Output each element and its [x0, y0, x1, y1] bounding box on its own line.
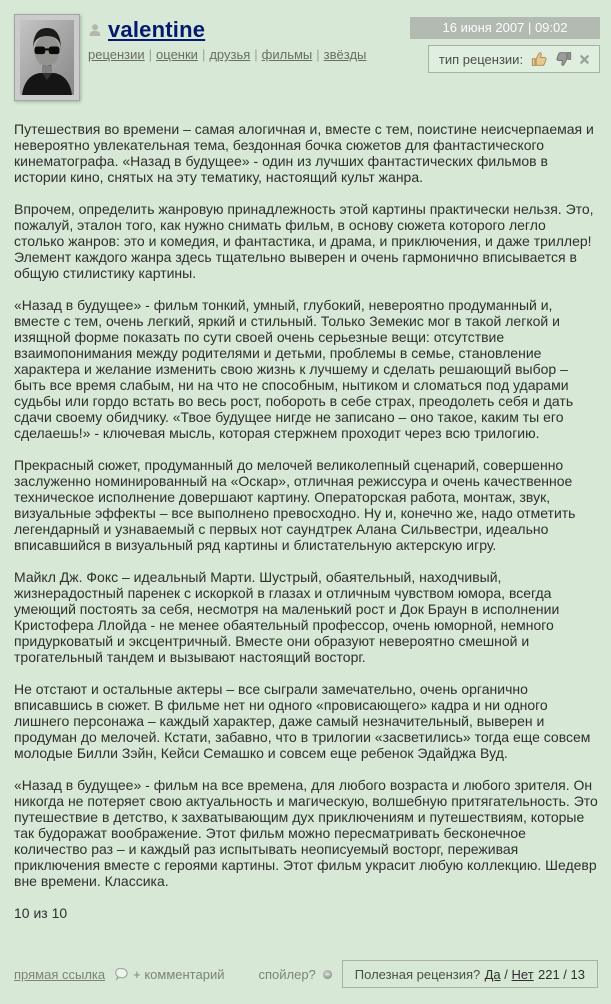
- review-paragraph: «Назад в будущее» - фильм тонкий, умный, глубокий, невероятно продуманный и, вместе с тем, очень легкий, яркий и стильный. Только Земекис мог в такой легкой и изящной форме показать по сути своей очень серьезные вещи: отсутствие взаимопонимания между родителями и детьми, проблемы в семье, становление характера и желание изменить свою жизнь к лучшему и сделать решающий выбор – быть все время слабым, ни на что не способным, нытиком и сломаться под ударами судьбы или гордо встать во весь рост, побороть в себе страх, преодолеть себя и дать сдачи своему обидчику. «Твое будущее нигде не записано – оно такое, каким ты его сделаешь!» - ключевая мысль, которая стержнем проходит через всю трилогию.: [14, 297, 574, 441]
- avatar-photo: [20, 20, 74, 95]
- rating: 10 из 10: [14, 905, 68, 921]
- direct-link[interactable]: прямая ссылка: [14, 966, 106, 982]
- nav-friends-link[interactable]: друзья: [209, 47, 251, 62]
- review-footer: [14, 960, 598, 988]
- review-type-filter: [428, 45, 600, 73]
- review-paragraph: Путешествия во времени – самая алогичная и, вместе с тем, поистине неисчерпаемая и невероятно увлекательная тема, бездонная бочка сюжетов для фантастического кинематографа. «Назад в будущее» - один из лучших фантастических фильмов в истории кино, снятых на эту тематику, настоящий культ жанра.: [14, 121, 594, 185]
- review-paragraph: Не отстают и остальные актеры – все сыграли замечательно, очень органично вписавшись в сюжет. В фильме нет ни одного «провисающего» кадра и ни одного лишнего персонажа – каждый характер, даже самый незначительный, выверен и продуман до мелочей. Кстати, забавно, что в трилогии «засветились» тогда еще совсем молодые Билли Зэйн, Кейси Семашко и совсем еще ребенок Эдайджа Вуд.: [14, 681, 591, 761]
- vote-links: [485, 967, 534, 982]
- nav-ratings-link[interactable]: оценки: [156, 47, 198, 62]
- nav-separator: |: [316, 47, 320, 62]
- review-paragraph: Майкл Дж. Фокс – идеальный Марти. Шустрый, обаятельный, находчивый, жизнерадостный паренек с искоркой в глазах и отличным чувством юмора, всегда умеющий постоять за себя, несмотря на маленький рост и Док Браун в исполнении Кристофера Ллойда - не менее обаятельный профессор, очень юморной, немного придурковатый и эксцентричный. Вместе они образуют невероятно смешной и трогательный тандем и вызывают настоящий восторг.: [14, 569, 560, 665]
- helpful-box: [342, 960, 598, 988]
- nav-stars-link[interactable]: звёзды: [323, 47, 367, 62]
- comment-icon[interactable]: [115, 967, 129, 981]
- user-block: [88, 17, 366, 62]
- vote-counts: 221 / 13: [538, 966, 585, 982]
- vote-separator: /: [504, 966, 508, 982]
- review-paragraph: Прекрасный сюжет, продуманный до мелочей великолепный сценарий, совершенно заслуженно номинированный на «Оскар», отличная режиссура и очень качественное техническое исполнение довершают картину. Операторская работа, монтаж, звук, визуальные эффекты – все выполнено превосходно. Ну и, конечно же, надо отметить легендарный и узнаваемый с первых нот саундтрек Алана Сильвестри, идеально вписавшийся в визуальный ряд картины и блистательную актерскую игру.: [14, 457, 576, 553]
- review-paragraph: «Назад в будущее» - фильм на все времена, для любого возраста и любого зрителя. Он никогда не потеряет свою актуальность и магическую, волшебную притягательность. Это путешествие в детство, к захватывающим дух приключениям и путешествиям, которые так будоражат воображение. Этот фильм можно пересматривать бесконечное количество раз – и каждый раз испытывать неописуемый восторг, переживая приключения вместе с героями картины. Этот фильм украсит любую коллекцию. Шедевр вне времени. Классика.: [14, 777, 598, 889]
- add-comment-link[interactable]: + комментарий: [133, 966, 225, 982]
- vote-yes-link[interactable]: Да: [484, 966, 501, 982]
- review-text: [14, 121, 598, 937]
- date-badge: 16 июня 2007 | 09:02: [410, 17, 600, 39]
- header-right-column: [410, 17, 600, 73]
- review-type-label: тип рецензии:: [438, 51, 524, 67]
- close-icon[interactable]: [580, 55, 589, 64]
- username-link[interactable]: valentine: [108, 17, 206, 42]
- nav-films-link[interactable]: фильмы: [261, 47, 313, 62]
- helpful-question: Полезная рецензия?: [354, 966, 481, 982]
- spoiler-label: спойлер?: [258, 966, 316, 982]
- nav-separator: |: [254, 47, 258, 62]
- user-nav: [88, 47, 366, 62]
- nav-separator: |: [148, 47, 153, 62]
- nav-reviews-link[interactable]: рецензии: [88, 47, 145, 62]
- review-paragraph: Впрочем, определить жанровую принадлежность этой картины практически нельзя. Это, пожалуй, эталон того, как нужно снимать фильм, в основу сюжета которого легло столько жанров: это и комедия, и фантастика, и драма, и приключения, и даже триллер! Элемент каждого жанра здесь тщательно выверен и очень гармонично вписывается в общую стилистику картины.: [14, 201, 594, 281]
- spoiler-icon[interactable]: [322, 969, 333, 980]
- user-icon: [88, 23, 102, 37]
- vote-no-link[interactable]: Нет: [511, 966, 534, 982]
- thumb-down-icon[interactable]: [555, 50, 573, 68]
- thumb-up-icon[interactable]: [530, 50, 548, 68]
- nav-separator: |: [201, 47, 206, 62]
- avatar[interactable]: [14, 14, 80, 101]
